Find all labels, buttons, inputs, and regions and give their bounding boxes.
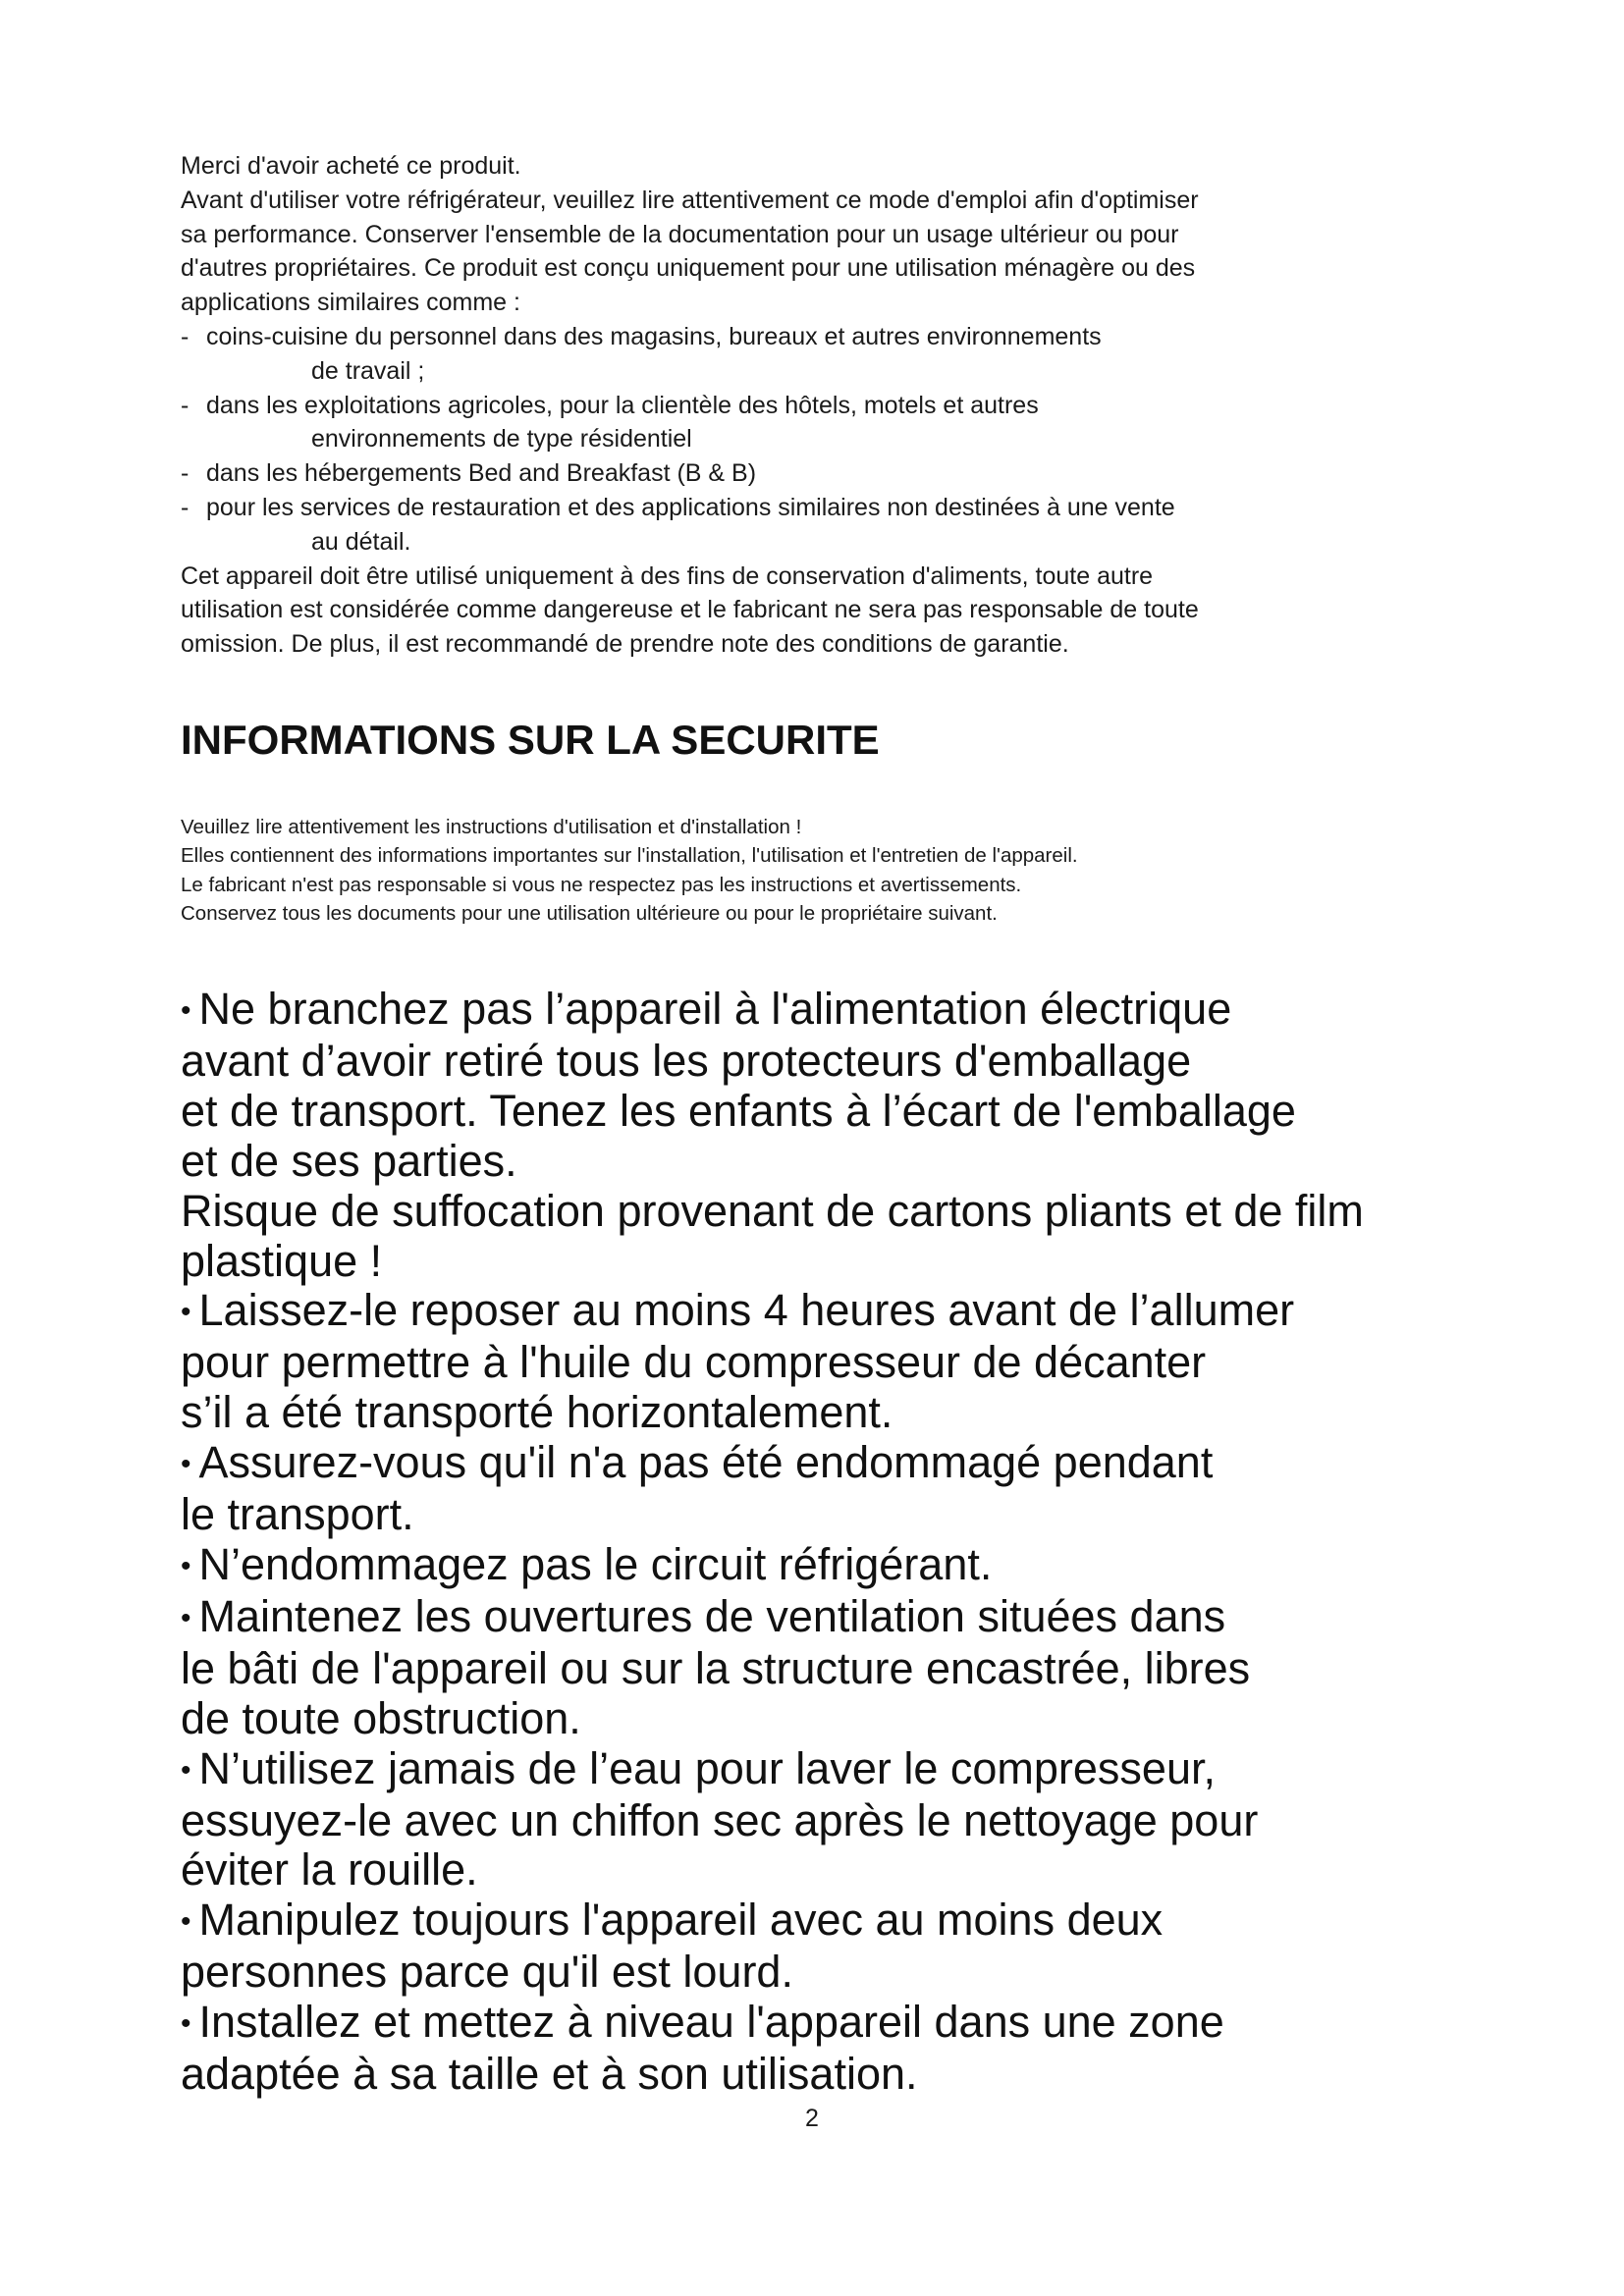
intro-section [181, 149, 1487, 662]
usage-list-item [181, 491, 1487, 525]
usage-item-continuation: de travail ; [311, 356, 425, 385]
usage-item-text: pour les services de restauration et des applications similaires non destinées à une vente [206, 493, 1175, 521]
safety-line: le transport. [181, 1489, 414, 1540]
notice-line: Veuillez lire attentivement les instructions d'utilisation et d'installation ! [181, 816, 802, 838]
usage-list-item [181, 389, 1487, 423]
safety-line [181, 1286, 1555, 1338]
intro-line: Avant d'utiliser votre réfrigérateur, veuillez lire attentivement ce mode d'emploi afin d'optimiser [181, 186, 1199, 214]
bullet-icon: • [181, 2007, 191, 2041]
intro-line: Merci d'avoir acheté ce produit. [181, 152, 521, 180]
safety-line: personnes parce qu'il est lourd. [181, 1947, 793, 1998]
safety-line: éviter la rouille. [181, 1844, 478, 1896]
safety-line-text: N’utilisez jamais de l’eau pour laver le compresseur, [198, 1742, 1216, 1793]
safety-line: essuyez-le avec un chiffon sec après le nettoyage pour [181, 1794, 1259, 1845]
safety-instructions [181, 985, 1555, 2100]
usage-item-text: coins-cuisine du personnel dans des magasins, bureaux et autres environnements [206, 322, 1102, 350]
safety-line [181, 985, 1555, 1037]
page-number: 2 [805, 2105, 819, 2132]
list-dash: - [181, 459, 189, 488]
list-dash: - [181, 493, 189, 521]
safety-line [181, 1998, 1555, 2050]
closing-line: omission. De plus, il est recommandé de prendre note des conditions de garantie. [181, 630, 1069, 659]
notice-line: Elles contiennent des informations importantes sur l'installation, l'utilisation et l'entretien de l'appareil. [181, 844, 1078, 868]
bullet-icon: • [181, 1905, 191, 1939]
safety-line: pour permettre à l'huile du compresseur de décanter [181, 1337, 1207, 1388]
safety-line: plastique ! [181, 1235, 383, 1286]
safety-line-text: Installez et mettez à niveau l'appareil dans une zone [198, 1997, 1224, 2048]
safety-line: avant d’avoir retiré tous les protecteurs d'emballage [181, 1035, 1192, 1086]
safety-line [181, 1896, 1555, 1948]
safety-line-text: Ne branchez pas l’appareil à l'alimentation électrique [198, 984, 1232, 1034]
safety-line-text: Assurez-vous qu'il n'a pas été endommagé pendant [198, 1437, 1214, 1488]
safety-line: Risque de suffocation provenant de cartons pliants et de film [181, 1185, 1364, 1236]
closing-line: Cet appareil doit être utilisé uniquement à des fins de conservation d'aliments, toute autre [181, 561, 1154, 590]
safety-line: le bâti de l'appareil ou sur la structure encastrée, libres [181, 1642, 1251, 1693]
safety-line [181, 1744, 1555, 1796]
safety-line-text: Laissez-le reposer au moins 4 heures avant de l’allumer [198, 1285, 1295, 1336]
bullet-icon: • [181, 1448, 191, 1481]
safety-line [181, 1592, 1555, 1644]
bullet-icon: • [181, 1753, 191, 1787]
notice-line: Conservez tous les documents pour une utilisation ultérieure ou pour le propriétaire suivant. [181, 901, 998, 925]
intro-line: d'autres propriétaires. Ce produit est conçu uniquement pour une utilisation ménagère ou des [181, 254, 1196, 283]
notice-section [181, 813, 1487, 928]
safety-line: et de transport. Tenez les enfants à l’écart de l'emballage [181, 1085, 1296, 1136]
safety-line: s’il a été transporté horizontalement. [181, 1387, 893, 1438]
usage-item-text: dans les hébergements Bed and Breakfast (B & B) [206, 459, 757, 488]
bullet-icon: • [181, 1549, 191, 1582]
intro-line: applications similaires comme : [181, 289, 520, 317]
safety-line [181, 1438, 1555, 1490]
notice-line: Le fabricant n'est pas responsable si vous ne respectez pas les instructions et avertissements. [181, 873, 1022, 896]
section-heading: INFORMATIONS SUR LA SECURITE [181, 717, 880, 763]
usage-list-item [181, 320, 1487, 354]
bullet-icon: • [181, 1601, 191, 1634]
bullet-icon: • [181, 1296, 191, 1329]
list-dash: - [181, 322, 189, 350]
safety-line-text: Manipulez toujours l'appareil avec au moins deux [198, 1895, 1164, 1946]
closing-line: utilisation est considérée comme dangereuse et le fabricant ne sera pas responsable de toute [181, 596, 1199, 624]
usage-item-continuation: environnements de type résidentiel [311, 425, 692, 454]
usage-item-continuation: au détail. [311, 527, 411, 556]
safety-line: adaptée à sa taille et à son utilisation. [181, 2049, 918, 2100]
usage-list-item [181, 456, 1487, 491]
safety-line-text: Maintenez les ouvertures de ventilation situées dans [198, 1590, 1226, 1641]
bullet-icon: • [181, 994, 191, 1027]
safety-line [181, 1540, 1555, 1592]
safety-line: de toute obstruction. [181, 1692, 581, 1743]
intro-line: sa performance. Conserver l'ensemble de la documentation pour un usage ultérieur ou pour [181, 220, 1179, 248]
safety-line-text: N’endommagez pas le circuit réfrigérant. [198, 1538, 993, 1589]
safety-line: et de ses parties. [181, 1135, 517, 1186]
list-dash: - [181, 391, 189, 419]
usage-item-text: dans les exploitations agricoles, pour la clientèle des hôtels, motels et autres [206, 391, 1039, 419]
